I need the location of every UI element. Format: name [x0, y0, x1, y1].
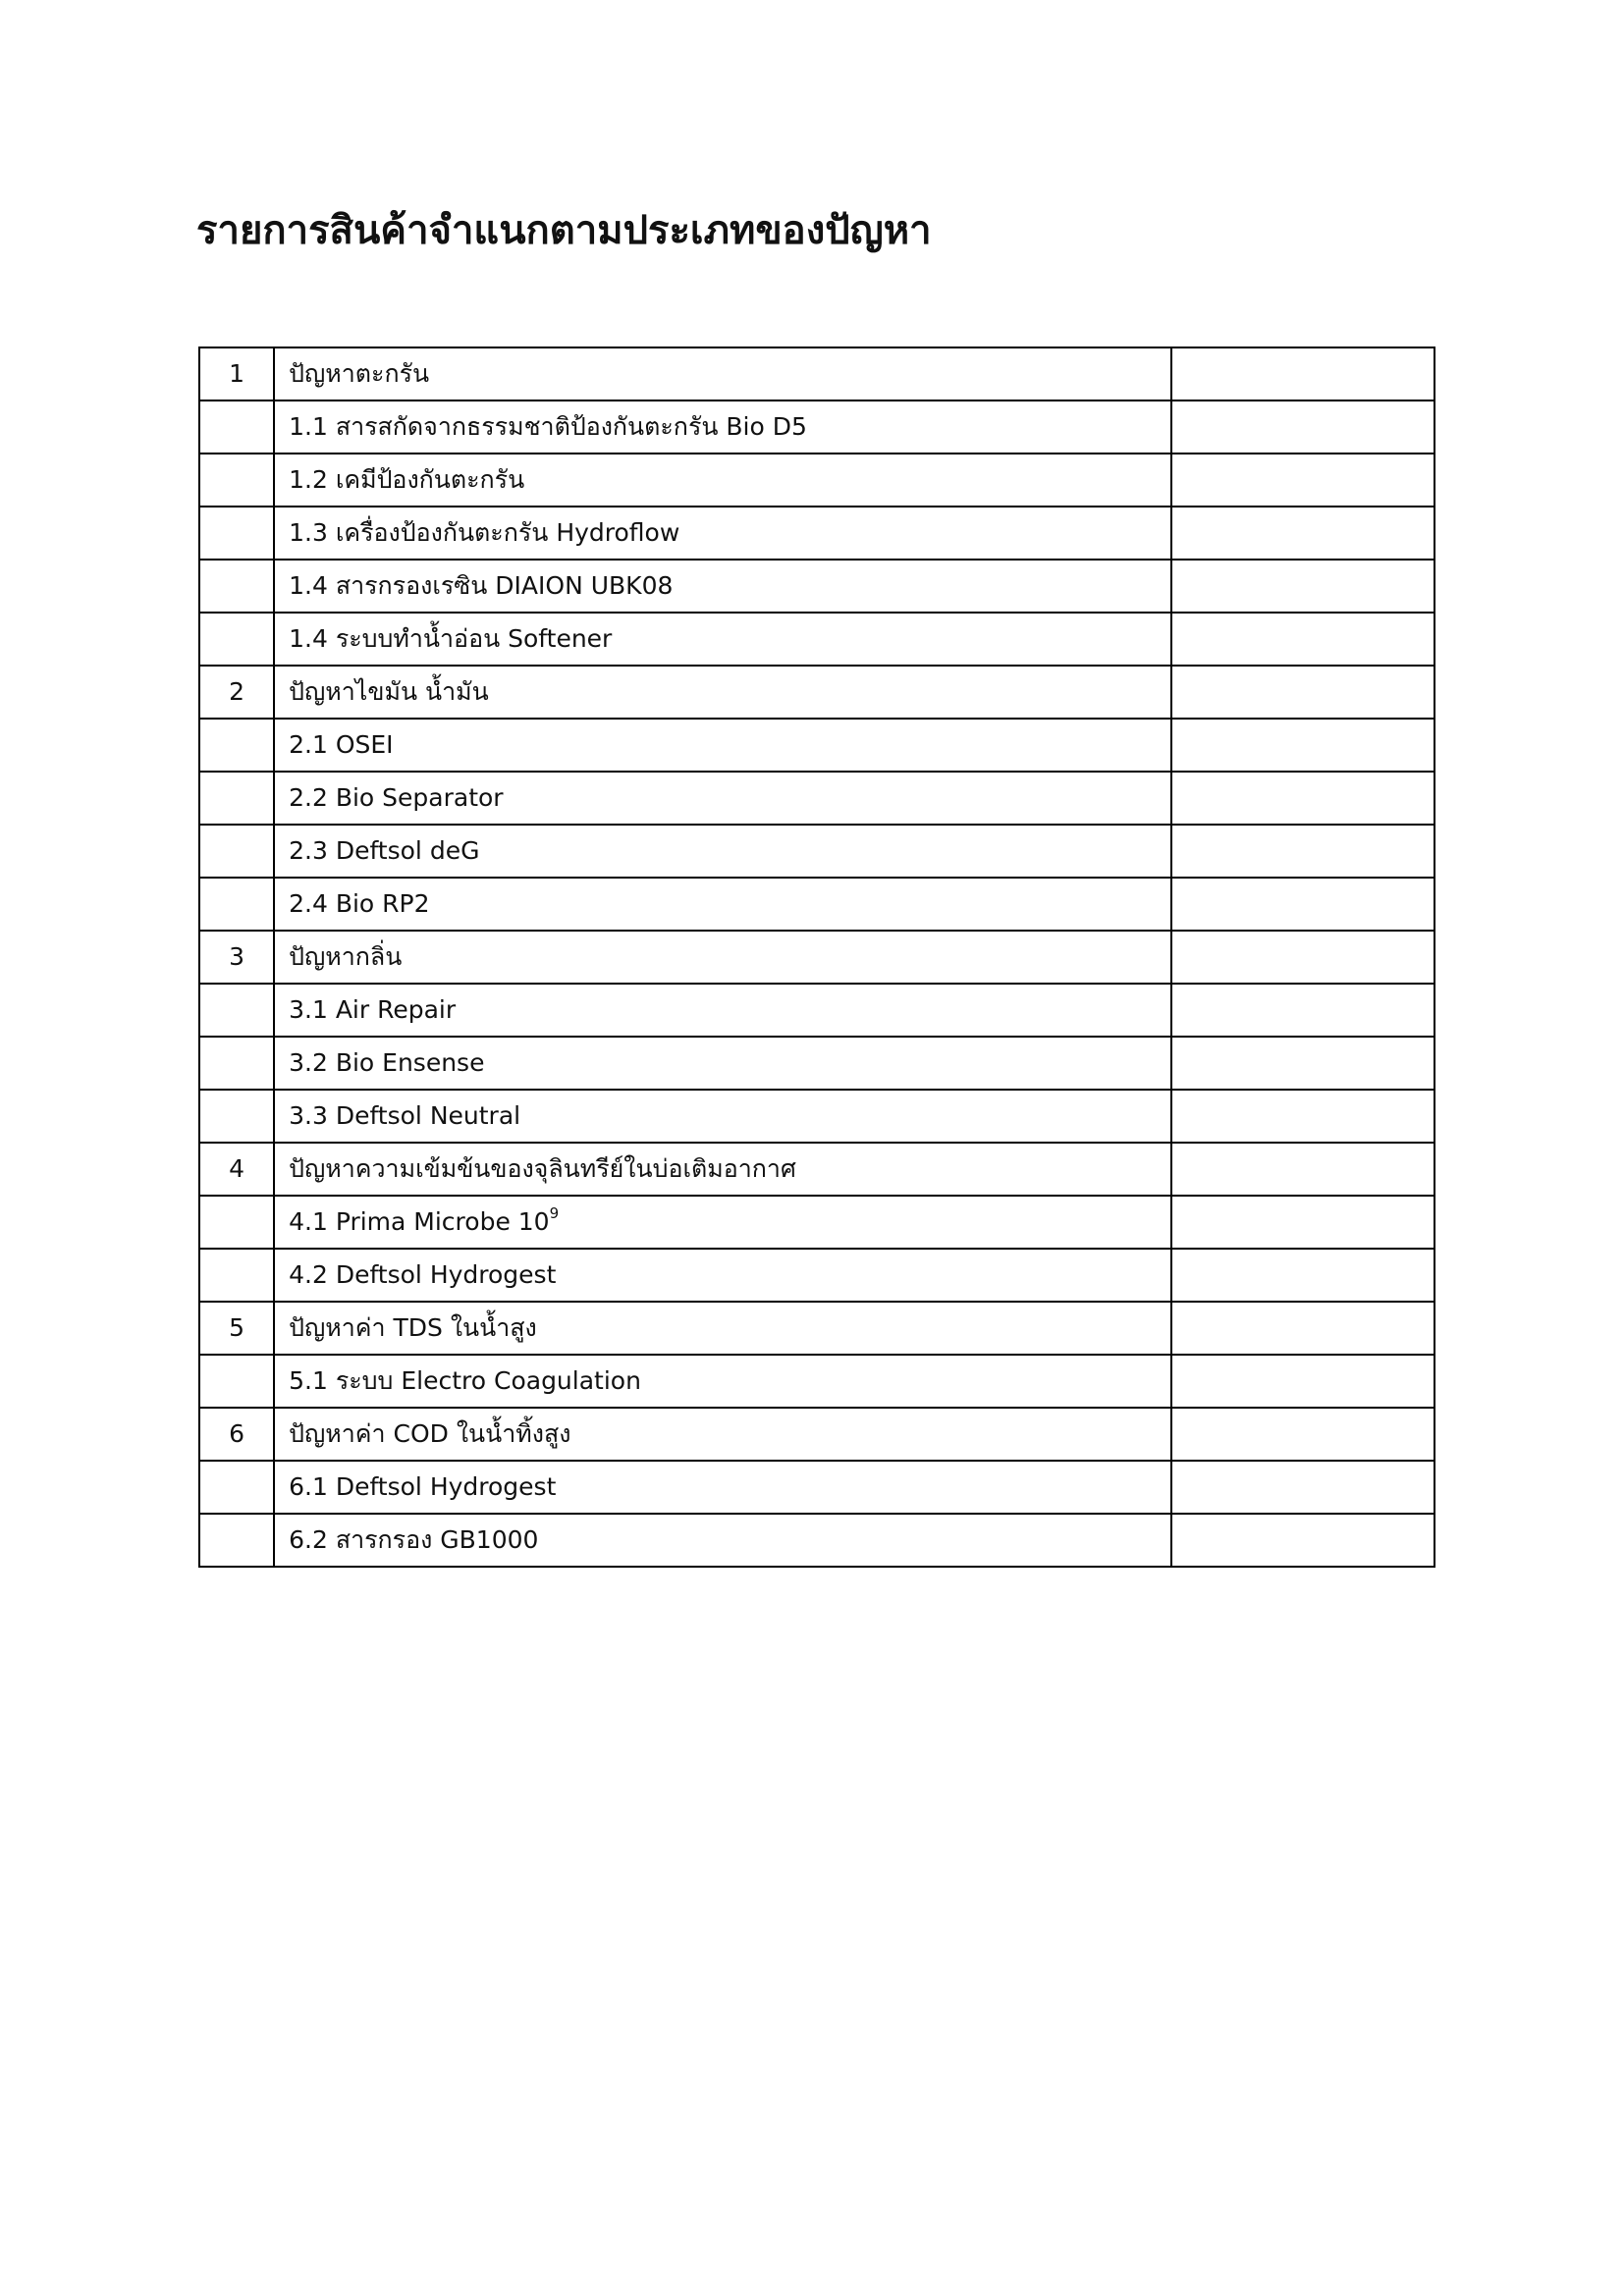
row-item-text: 3.1 Air Repair [289, 995, 457, 1024]
table-row [199, 1143, 1435, 1196]
row-number-cell [199, 878, 274, 931]
row-item-text: 4.2 Deftsol Hydrogest [289, 1260, 557, 1289]
row-empty-cell [1171, 666, 1435, 719]
row-item-text: ปัญหาความเข้มข้นของจุลินทรีย์ในบ่อเติมอากาศ [289, 1154, 796, 1183]
table-row [199, 878, 1435, 931]
row-item-text: 2.4 Bio RP2 [289, 889, 430, 918]
row-number-cell: 5 [199, 1302, 274, 1355]
row-item-text: ปัญหาค่า COD ในน้ำทิ้งสูง [289, 1419, 571, 1448]
row-number-cell [199, 1355, 274, 1408]
row-item-cell [274, 1514, 1170, 1567]
row-item-cell [274, 400, 1170, 454]
row-empty-cell [1171, 1461, 1435, 1514]
row-item-cell [274, 560, 1170, 613]
table-row [199, 613, 1435, 666]
row-item-text: ปัญหาค่า TDS ในน้ำสูง [289, 1313, 537, 1342]
table-row [199, 825, 1435, 878]
row-number-cell [199, 1037, 274, 1090]
table-body [199, 347, 1435, 1567]
row-item-text: 2.1 OSEI [289, 730, 394, 759]
row-item-cell [274, 1302, 1170, 1355]
row-number-cell [199, 560, 274, 613]
table-row [199, 1302, 1435, 1355]
row-item-cell [274, 454, 1170, 507]
row-empty-cell [1171, 1355, 1435, 1408]
row-item-text: 2.3 Deftsol deG [289, 836, 480, 865]
row-empty-cell [1171, 1037, 1435, 1090]
table-row [199, 507, 1435, 560]
row-item-cell [274, 772, 1170, 825]
row-item-cell [274, 666, 1170, 719]
row-item-cell [274, 984, 1170, 1037]
row-empty-cell [1171, 454, 1435, 507]
table-row [199, 984, 1435, 1037]
row-item-cell [274, 347, 1170, 400]
document-title: รายการสินค้าจำแนกตามประเภทของปัญหา [196, 207, 932, 253]
row-number-cell [199, 507, 274, 560]
table-row [199, 1249, 1435, 1302]
row-number-cell: 6 [199, 1408, 274, 1461]
table-row [199, 1196, 1435, 1249]
row-empty-cell [1171, 719, 1435, 772]
table-row [199, 772, 1435, 825]
row-item-cell [274, 1090, 1170, 1143]
row-item-text: 6.1 Deftsol Hydrogest [289, 1472, 557, 1501]
row-number-cell: 1 [199, 347, 274, 400]
row-item-text: 1.1 สารสกัดจากธรรมชาติป้องกันตะกรัน Bio D5 [289, 412, 807, 441]
table-row [199, 1037, 1435, 1090]
row-item-text: 3.3 Deftsol Neutral [289, 1101, 521, 1130]
row-number-cell [199, 400, 274, 454]
row-empty-cell [1171, 560, 1435, 613]
product-problem-table [198, 347, 1435, 1568]
table-row [199, 1514, 1435, 1567]
row-item-cell [274, 1037, 1170, 1090]
row-empty-cell [1171, 878, 1435, 931]
row-item-text: 4.1 Prima Microbe 10 [289, 1207, 550, 1236]
row-empty-cell [1171, 931, 1435, 984]
row-empty-cell [1171, 1196, 1435, 1249]
table-row [199, 1461, 1435, 1514]
table-row [199, 666, 1435, 719]
table-row [199, 560, 1435, 613]
row-number-cell: 2 [199, 666, 274, 719]
row-number-cell: 3 [199, 931, 274, 984]
row-item-cell [274, 1196, 1170, 1249]
row-item-cell [274, 825, 1170, 878]
row-item-text: ปัญหากลิ่น [289, 942, 403, 971]
row-item-text: 1.4 ระบบทำน้ำอ่อน Softener [289, 624, 613, 653]
row-number-cell [199, 1514, 274, 1567]
row-empty-cell [1171, 1090, 1435, 1143]
row-empty-cell [1171, 984, 1435, 1037]
row-empty-cell [1171, 1143, 1435, 1196]
row-number-cell [199, 719, 274, 772]
row-empty-cell [1171, 1249, 1435, 1302]
row-item-text: 1.2 เคมีป้องกันตะกรัน [289, 465, 525, 494]
table-row [199, 1355, 1435, 1408]
table-row [199, 1408, 1435, 1461]
row-empty-cell [1171, 613, 1435, 666]
row-empty-cell [1171, 1302, 1435, 1355]
row-number-cell [199, 1461, 274, 1514]
row-item-text: 1.3 เครื่องป้องกันตะกรัน Hydroflow [289, 518, 680, 547]
row-item-superscript: 9 [549, 1204, 560, 1222]
row-number-cell [199, 1196, 274, 1249]
row-item-text: 2.2 Bio Separator [289, 783, 504, 812]
row-item-text: 1.4 สารกรองเรซิน DIAION UBK08 [289, 571, 674, 600]
row-item-text: 5.1 ระบบ Electro Coagulation [289, 1366, 641, 1395]
row-number-cell [199, 772, 274, 825]
row-item-text: 3.2 Bio Ensense [289, 1048, 485, 1077]
row-empty-cell [1171, 1408, 1435, 1461]
row-item-text: ปัญหาไขมัน น้ำมัน [289, 677, 489, 706]
row-empty-cell [1171, 347, 1435, 400]
row-item-cell [274, 931, 1170, 984]
row-number-cell [199, 1090, 274, 1143]
row-number-cell [199, 613, 274, 666]
table-row [199, 719, 1435, 772]
row-item-cell [274, 507, 1170, 560]
table-row [199, 400, 1435, 454]
table-row [199, 454, 1435, 507]
row-item-cell [274, 1461, 1170, 1514]
row-item-text: 6.2 สารกรอง GB1000 [289, 1525, 539, 1554]
table-row [199, 347, 1435, 400]
row-empty-cell [1171, 507, 1435, 560]
row-item-cell [274, 1355, 1170, 1408]
row-empty-cell [1171, 825, 1435, 878]
row-item-cell [274, 1143, 1170, 1196]
table-row [199, 1090, 1435, 1143]
row-number-cell [199, 1249, 274, 1302]
row-item-cell [274, 719, 1170, 772]
row-item-cell [274, 613, 1170, 666]
row-item-text: ปัญหาตะกรัน [289, 359, 430, 388]
row-item-cell [274, 878, 1170, 931]
table-row [199, 931, 1435, 984]
row-empty-cell [1171, 400, 1435, 454]
row-empty-cell [1171, 772, 1435, 825]
row-number-cell: 4 [199, 1143, 274, 1196]
row-number-cell [199, 984, 274, 1037]
row-number-cell [199, 825, 274, 878]
row-item-cell [274, 1408, 1170, 1461]
row-empty-cell [1171, 1514, 1435, 1567]
row-number-cell [199, 454, 274, 507]
row-item-cell [274, 1249, 1170, 1302]
